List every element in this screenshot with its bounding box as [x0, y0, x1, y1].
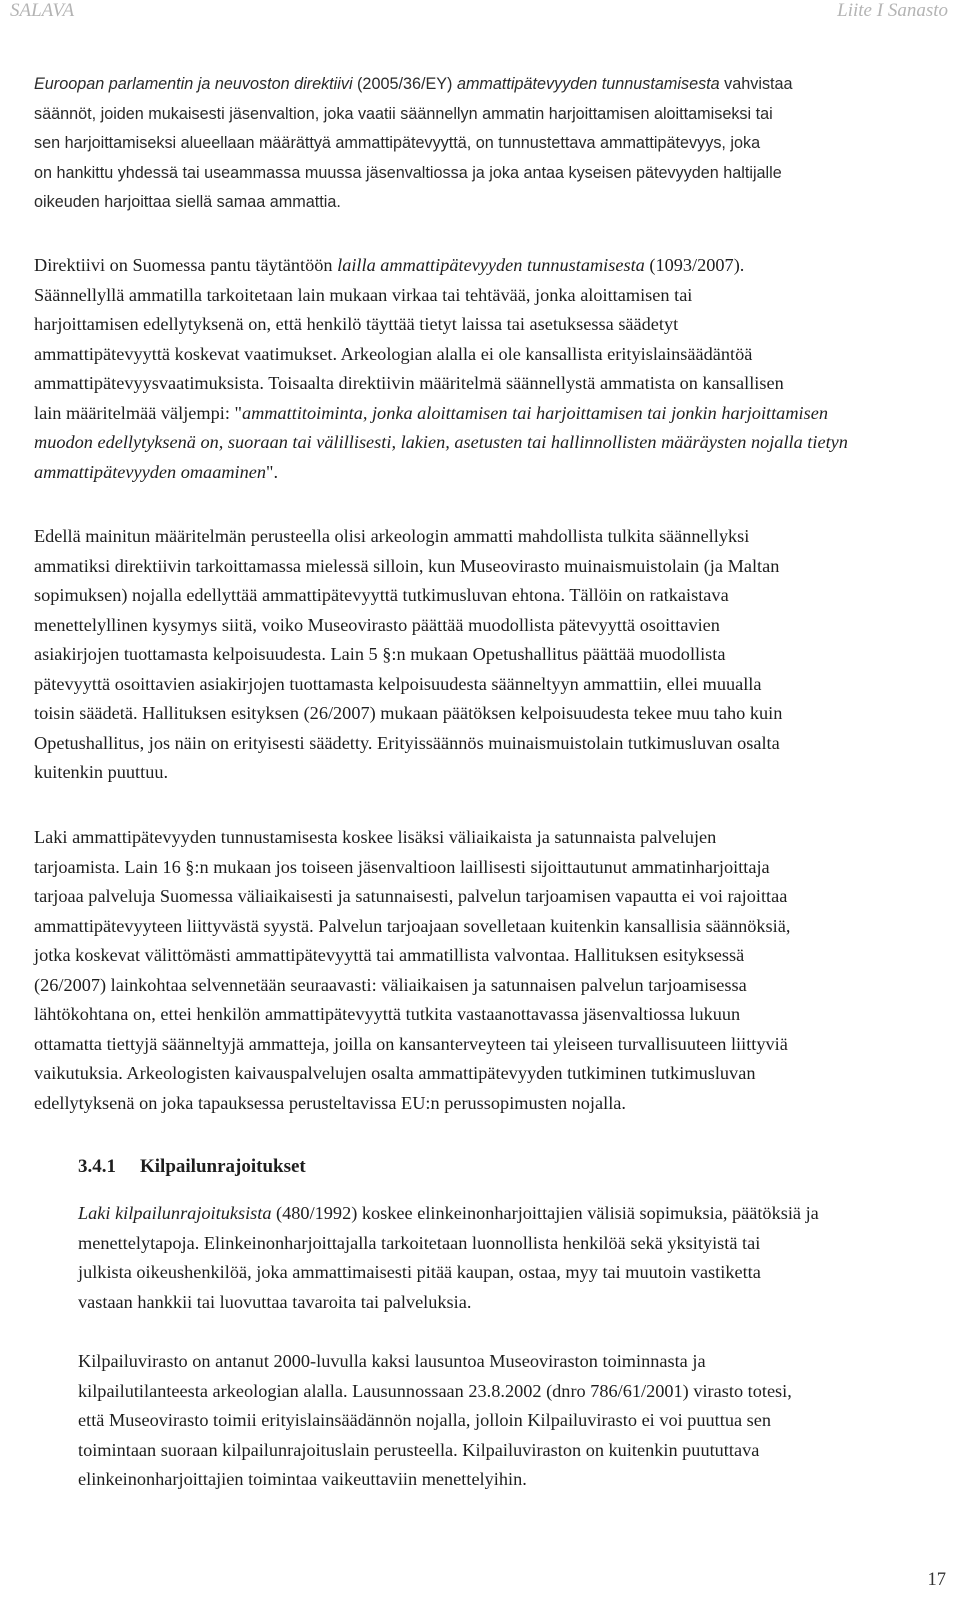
text-run: säännöt, joiden mukaisesti jäsenvaltion, joka vaatii säännellyn ammatin harjoittamisen aloittamiseksi tai	[34, 104, 773, 123]
text-line	[34, 1030, 946, 1060]
paragraph-interpretation	[34, 522, 946, 788]
text-run: ammattipätevyyttä koskevat vaatimukset. Arkeologian alalla ei ole kansallista erityislainsäädäntöä	[34, 343, 753, 364]
text-line	[78, 1406, 948, 1436]
text-line	[34, 552, 946, 582]
text-run: vahvistaa	[719, 75, 793, 93]
text-run: (2005/36/EY)	[352, 75, 457, 93]
text-run: että Museovirasto toimii erityislainsäädännön nojalla, jolloin Kilpailuvirasto ei voi puuttua sen	[78, 1410, 772, 1430]
text-run: sopimuksen) nojalla edellyttää ammattipätevyyttä tutkimusluvan ehtona. Tällöin on ratkaistava	[34, 585, 729, 605]
header-left: SALAVA	[10, 0, 75, 21]
text-run: Opetushallitus, jos näin on erityisesti säädetty. Erityissäännös muinaismuistolain tutkimusluvan osalta	[34, 732, 780, 753]
text-line	[34, 611, 946, 641]
text-line	[34, 369, 946, 399]
text-run: tarjoaa palveluja Suomessa väliaikaisesti ja satunnaisesti, palvelun tarjoamisen vapautta ei voi rajoittaa	[34, 886, 788, 906]
text-run: Edellä mainitun määritelmän perusteella olisi arkeologin ammatti mahdollista tulkita säännellyksi	[34, 526, 750, 546]
text-line	[34, 129, 946, 159]
italic-text: ammattipätevyyden omaaminen	[34, 461, 267, 482]
text-run: ottamatta tiettyjä säänneltyjä ammatteja, joilla on kansanterveyteen tai yleiseen turvallisuuteen liittyviä	[34, 1033, 788, 1054]
italic-text: ammattipätevyyden tunnustamisesta	[456, 75, 720, 93]
text-line	[78, 1465, 948, 1495]
text-run: kuitenkin puuttuu.	[34, 762, 169, 782]
text-line	[34, 281, 946, 311]
text-line	[34, 428, 946, 458]
text-line	[34, 699, 946, 729]
paragraph-competition-authority	[78, 1347, 948, 1495]
text-line	[34, 640, 946, 670]
text-line	[34, 1000, 946, 1030]
text-run: asiakirjojen tuottamasta kelpoisuudesta. Lain 5 §:n mukaan Opetushallitus päättää muodollista	[34, 644, 726, 664]
text-line	[34, 100, 946, 130]
text-run: sen harjoittamiseksi alueellaan määrättyä ammattipätevyyttä, on tunnustettava ammattipätevyys, joka	[34, 134, 761, 152]
text-line	[78, 1288, 948, 1318]
text-line	[34, 581, 946, 611]
text-line	[34, 399, 946, 429]
text-run: on hankittu yhdessä tai useammassa muussa jäsenvaltiossa ja joka antaa kyseisen pätevyyden haltijalle	[34, 163, 782, 182]
paragraph-competition-law	[78, 1199, 948, 1317]
text-line	[78, 1258, 948, 1288]
text-line	[34, 912, 946, 942]
text-run: ammattipätevyysvaatimuksista. Toisaalta direktiivin määritelmä säännellystä ammatista on kansallisen	[34, 373, 784, 393]
text-line	[34, 1089, 946, 1119]
italic-text: Euroopan parlamentin ja neuvoston direktiivi	[34, 75, 353, 93]
text-line	[78, 1347, 948, 1377]
text-run: (26/2007) lainkohtaa selvennetään seuraavasti: väliaikaisen ja satunnaisen palvelun tarjoamisessa	[34, 974, 747, 995]
text-run: elinkeinonharjoittajien toimintaa vaikeuttaviin menettelyihin.	[78, 1469, 527, 1489]
italic-text: ammattitoiminta, jonka aloittamisen tai harjoittamisen tai jonkin harjoittamisen	[241, 402, 828, 423]
text-run: lähtökohtana on, ettei henkilön ammattipätevyyttä tutkita vastaanottavassa jäsenvaltiossa lukuun	[34, 1004, 741, 1024]
section-heading	[78, 1156, 306, 1178]
text-run: pätevyyttä osoittavien asiakirjojen tuottamasta kelpoisuudesta säänneltyyn ammattiin, ellei muualla	[34, 673, 762, 694]
text-run: menettelytapoja. Elinkeinonharjoittajalla tarkoitetaan luonnollista henkilöä sekä yksityistä tai	[78, 1232, 761, 1253]
text-line	[34, 758, 946, 788]
text-run: kilpailutilanteesta arkeologian alalla. Lausunnossaan 23.8.2002 (dnro 786/61/2001) virasto totesi,	[78, 1380, 792, 1401]
running-header	[0, 0, 960, 26]
text-line	[34, 941, 946, 971]
text-run: jotka koskevat välittömästi ammattipätevyyttä tai ammatillista valvontaa. Hallituksen esityksessä	[34, 945, 745, 965]
text-run: lain määritelmää väljempi: "	[34, 402, 242, 423]
text-run: julkista oikeushenkilöä, joka ammattimaisesti pitää kaupan, ostaa, myy tai muutoin vastiketta	[78, 1262, 761, 1282]
text-line	[34, 188, 946, 218]
italic-text: lailla ammattipätevyyden tunnustamisesta	[337, 255, 645, 275]
text-run: menettelyllinen kysymys siitä, voiko Museovirasto päättää muodollista pätevyyttä osoittavien	[34, 614, 720, 635]
text-line	[34, 1059, 946, 1089]
text-run: vastaan hankkii tai luovuttaa tavaroita tai palveluksia.	[78, 1291, 472, 1312]
paragraph-temporary-services	[34, 823, 946, 1118]
text-line	[34, 340, 946, 370]
page-number: 17	[927, 1570, 946, 1590]
text-run: Kilpailuvirasto on antanut 2000-luvulla kaksi lausuntoa Museoviraston toiminnasta ja	[78, 1351, 706, 1371]
text-run: Laki ammattipätevyyden tunnustamisesta koskee lisäksi väliaikaista ja satunnaista palvelujen	[34, 827, 717, 847]
text-line	[34, 670, 946, 700]
text-run: (480/1992) koskee elinkeinonharjoittajien välisiä sopimuksia, päätöksiä ja	[271, 1203, 819, 1223]
section-title: Kilpailunrajoitukset	[140, 1156, 306, 1177]
text-line	[34, 310, 946, 340]
text-run: ammatiksi direktiivin tarkoittamassa mielessä silloin, kun Museovirasto muinaismuistolain (ja Maltan	[34, 555, 780, 576]
text-run: (1093/2007).	[644, 255, 745, 275]
text-run: Direktiivi on Suomessa pantu täytäntöön	[34, 255, 338, 275]
italic-text: muodon edellytyksenä on, suoraan tai välillisesti, lakien, asetusten tai hallinnollisten määräysten nojalla tietyn	[34, 432, 848, 452]
text-line	[34, 458, 946, 488]
paragraph-national-law	[34, 251, 946, 487]
header-right: Liite I Sanasto	[837, 0, 948, 21]
text-run: tarjoamista. Lain 16 §:n mukaan jos toiseen jäsenvaltioon laillisesti sijoittautunut ammatinharjoittaja	[34, 856, 770, 877]
paragraph-directive	[34, 70, 946, 218]
text-run: ammattipätevyyteen liittyvästä syystä. Palvelun tarjoajaan sovelletaan kuitenkin kansallisia säännöksiä,	[34, 915, 791, 936]
text-run: toimintaan suoraan kilpailunrajoituslain perusteella. Kilpailuviraston on kuitenkin puututtava	[78, 1439, 760, 1460]
text-run: ".	[266, 461, 279, 482]
text-line	[34, 70, 946, 100]
text-line	[34, 882, 946, 912]
text-line	[34, 971, 946, 1001]
text-line	[78, 1199, 948, 1229]
text-line	[78, 1436, 948, 1466]
text-run: Säännellyllä ammatilla tarkoitetaan lain mukaan virkaa tai tehtävää, jonka aloittamisen tai	[34, 284, 693, 305]
text-run: vaikutuksia. Arkeologisten kaivauspalvelujen osalta ammattipätevyyden tutkiminen tutkimusluvan	[34, 1063, 756, 1083]
text-line	[78, 1229, 948, 1259]
text-line	[34, 522, 946, 552]
text-line	[78, 1377, 948, 1407]
text-line	[34, 853, 946, 883]
text-run: edellytyksenä on joka tapauksessa perusteltavissa EU:n perussopimusten nojalla.	[34, 1092, 626, 1113]
text-run: toisin säädetä. Hallituksen esityksen (26/2007) mukaan päätöksen kelpoisuudesta tekee muu taho kuin	[34, 703, 783, 723]
text-line	[34, 823, 946, 853]
text-run: oikeuden harjoittaa siellä samaa ammattia.	[34, 193, 341, 211]
section-number: 3.4.1	[78, 1156, 116, 1177]
text-line	[34, 159, 946, 189]
text-line	[34, 729, 946, 759]
text-run: harjoittamisen edellytyksenä on, että henkilö täyttää tietyt laissa tai asetuksessa säädetyt	[34, 314, 679, 334]
text-line	[34, 251, 946, 281]
italic-text: Laki kilpailunrajoituksista	[78, 1203, 272, 1223]
